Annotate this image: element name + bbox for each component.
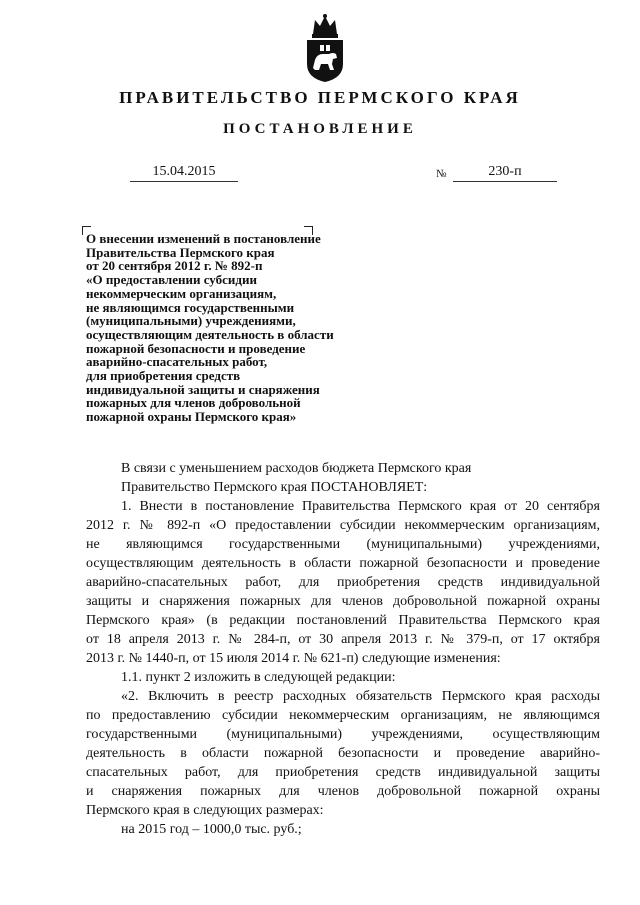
body-line: Пермского края» (в редакции постановлений Правительства Пермского края xyxy=(86,613,600,628)
body-line: 2012 г. № 892-п «О предоставлении субсидии некоммерческим организациям, xyxy=(86,518,600,533)
subject-line: от 20 сентября 2012 г. № 892-п xyxy=(86,258,263,274)
body-line: Пермского края в следующих размерах: xyxy=(86,803,324,818)
perm-krai-coat-of-arms-icon xyxy=(303,12,347,84)
document-body xyxy=(86,459,600,839)
body-line: аварийно-спасательных работ, для приобретения средств индивидуальной xyxy=(86,575,600,590)
subject-line: для приобретения средств xyxy=(86,368,241,384)
subject-line: индивидуальной защиты и снаряжения xyxy=(86,381,320,397)
subject-line: (муниципальными) учреждениями, xyxy=(86,313,296,329)
document-subject xyxy=(86,232,386,424)
document-date: 15.04.2015 xyxy=(130,163,238,182)
subject-line: О внесении изменений в постановление xyxy=(86,231,321,246)
body-line: защиты и снаряжения пожарных для членов добровольной пожарной охраны xyxy=(86,594,600,609)
subject-line: осуществляющим деятельность в области xyxy=(86,326,334,342)
subject-line: не являющимся государственными xyxy=(86,299,295,315)
subject-line: пожарной охраны Пермского края» xyxy=(86,409,297,425)
body-line: на 2015 год – 1000,0 тыс. руб.; xyxy=(121,822,302,837)
subject-line: Правительства Пермского края xyxy=(86,244,275,260)
body-line: Правительство Пермского края ПОСТАНОВЛЯЕТ: xyxy=(121,480,428,495)
body-line: 2013 г. № 1440-п, от 15 июля 2014 г. № 621-п) следующие изменения: xyxy=(86,651,501,666)
body-line: от 18 апреля 2013 г. № 284-п, от 30 апреля 2013 г. № 379-п, от 17 октября xyxy=(86,632,600,647)
body-line: и снаряжения пожарных для членов добровольной пожарной охраны xyxy=(86,784,600,799)
body-line: 1.1. пункт 2 изложить в следующей редакции: xyxy=(121,670,396,685)
number-sign: № xyxy=(436,168,447,180)
body-line: «2. Включить в реестр расходных обязательств Пермского края расходы xyxy=(121,689,600,704)
subject-line: «О предоставлении субсидии xyxy=(86,272,257,288)
body-line: деятельность в области пожарной безопасности и проведение аварийно- xyxy=(86,746,600,761)
subject-line: аварийно-спасательных работ, xyxy=(86,354,268,370)
document-type-title: ПОСТАНОВЛЕНИЕ xyxy=(223,121,417,137)
body-line: не являющимся государственными (муниципальными) учреждениями, xyxy=(86,537,600,552)
body-line: спасательных работ, для приобретения средств индивидуальной защиты xyxy=(86,765,600,780)
body-line: 1. Внести в постановление Правительства Пермского края от 20 сентября xyxy=(121,499,600,514)
subject-line: некоммерческим организациям, xyxy=(86,285,277,301)
subject-line: пожарной безопасности и проведение xyxy=(86,340,306,356)
document-number: 230-п xyxy=(453,163,557,182)
government-title: ПРАВИТЕЛЬСТВО ПЕРМСКОГО КРАЯ xyxy=(119,88,521,107)
body-line: государственными (муниципальными) учреждениями, осуществляющим xyxy=(86,727,600,742)
subject-line: пожарных для членов добровольной xyxy=(86,395,301,411)
body-line: В связи с уменьшением расходов бюджета Пермского края xyxy=(121,461,472,476)
body-line: по предоставлению субсидии некоммерческим организациям, не являющимся xyxy=(86,708,600,723)
body-line: осуществляющим деятельность в области пожарной безопасности и проведение xyxy=(86,556,600,571)
